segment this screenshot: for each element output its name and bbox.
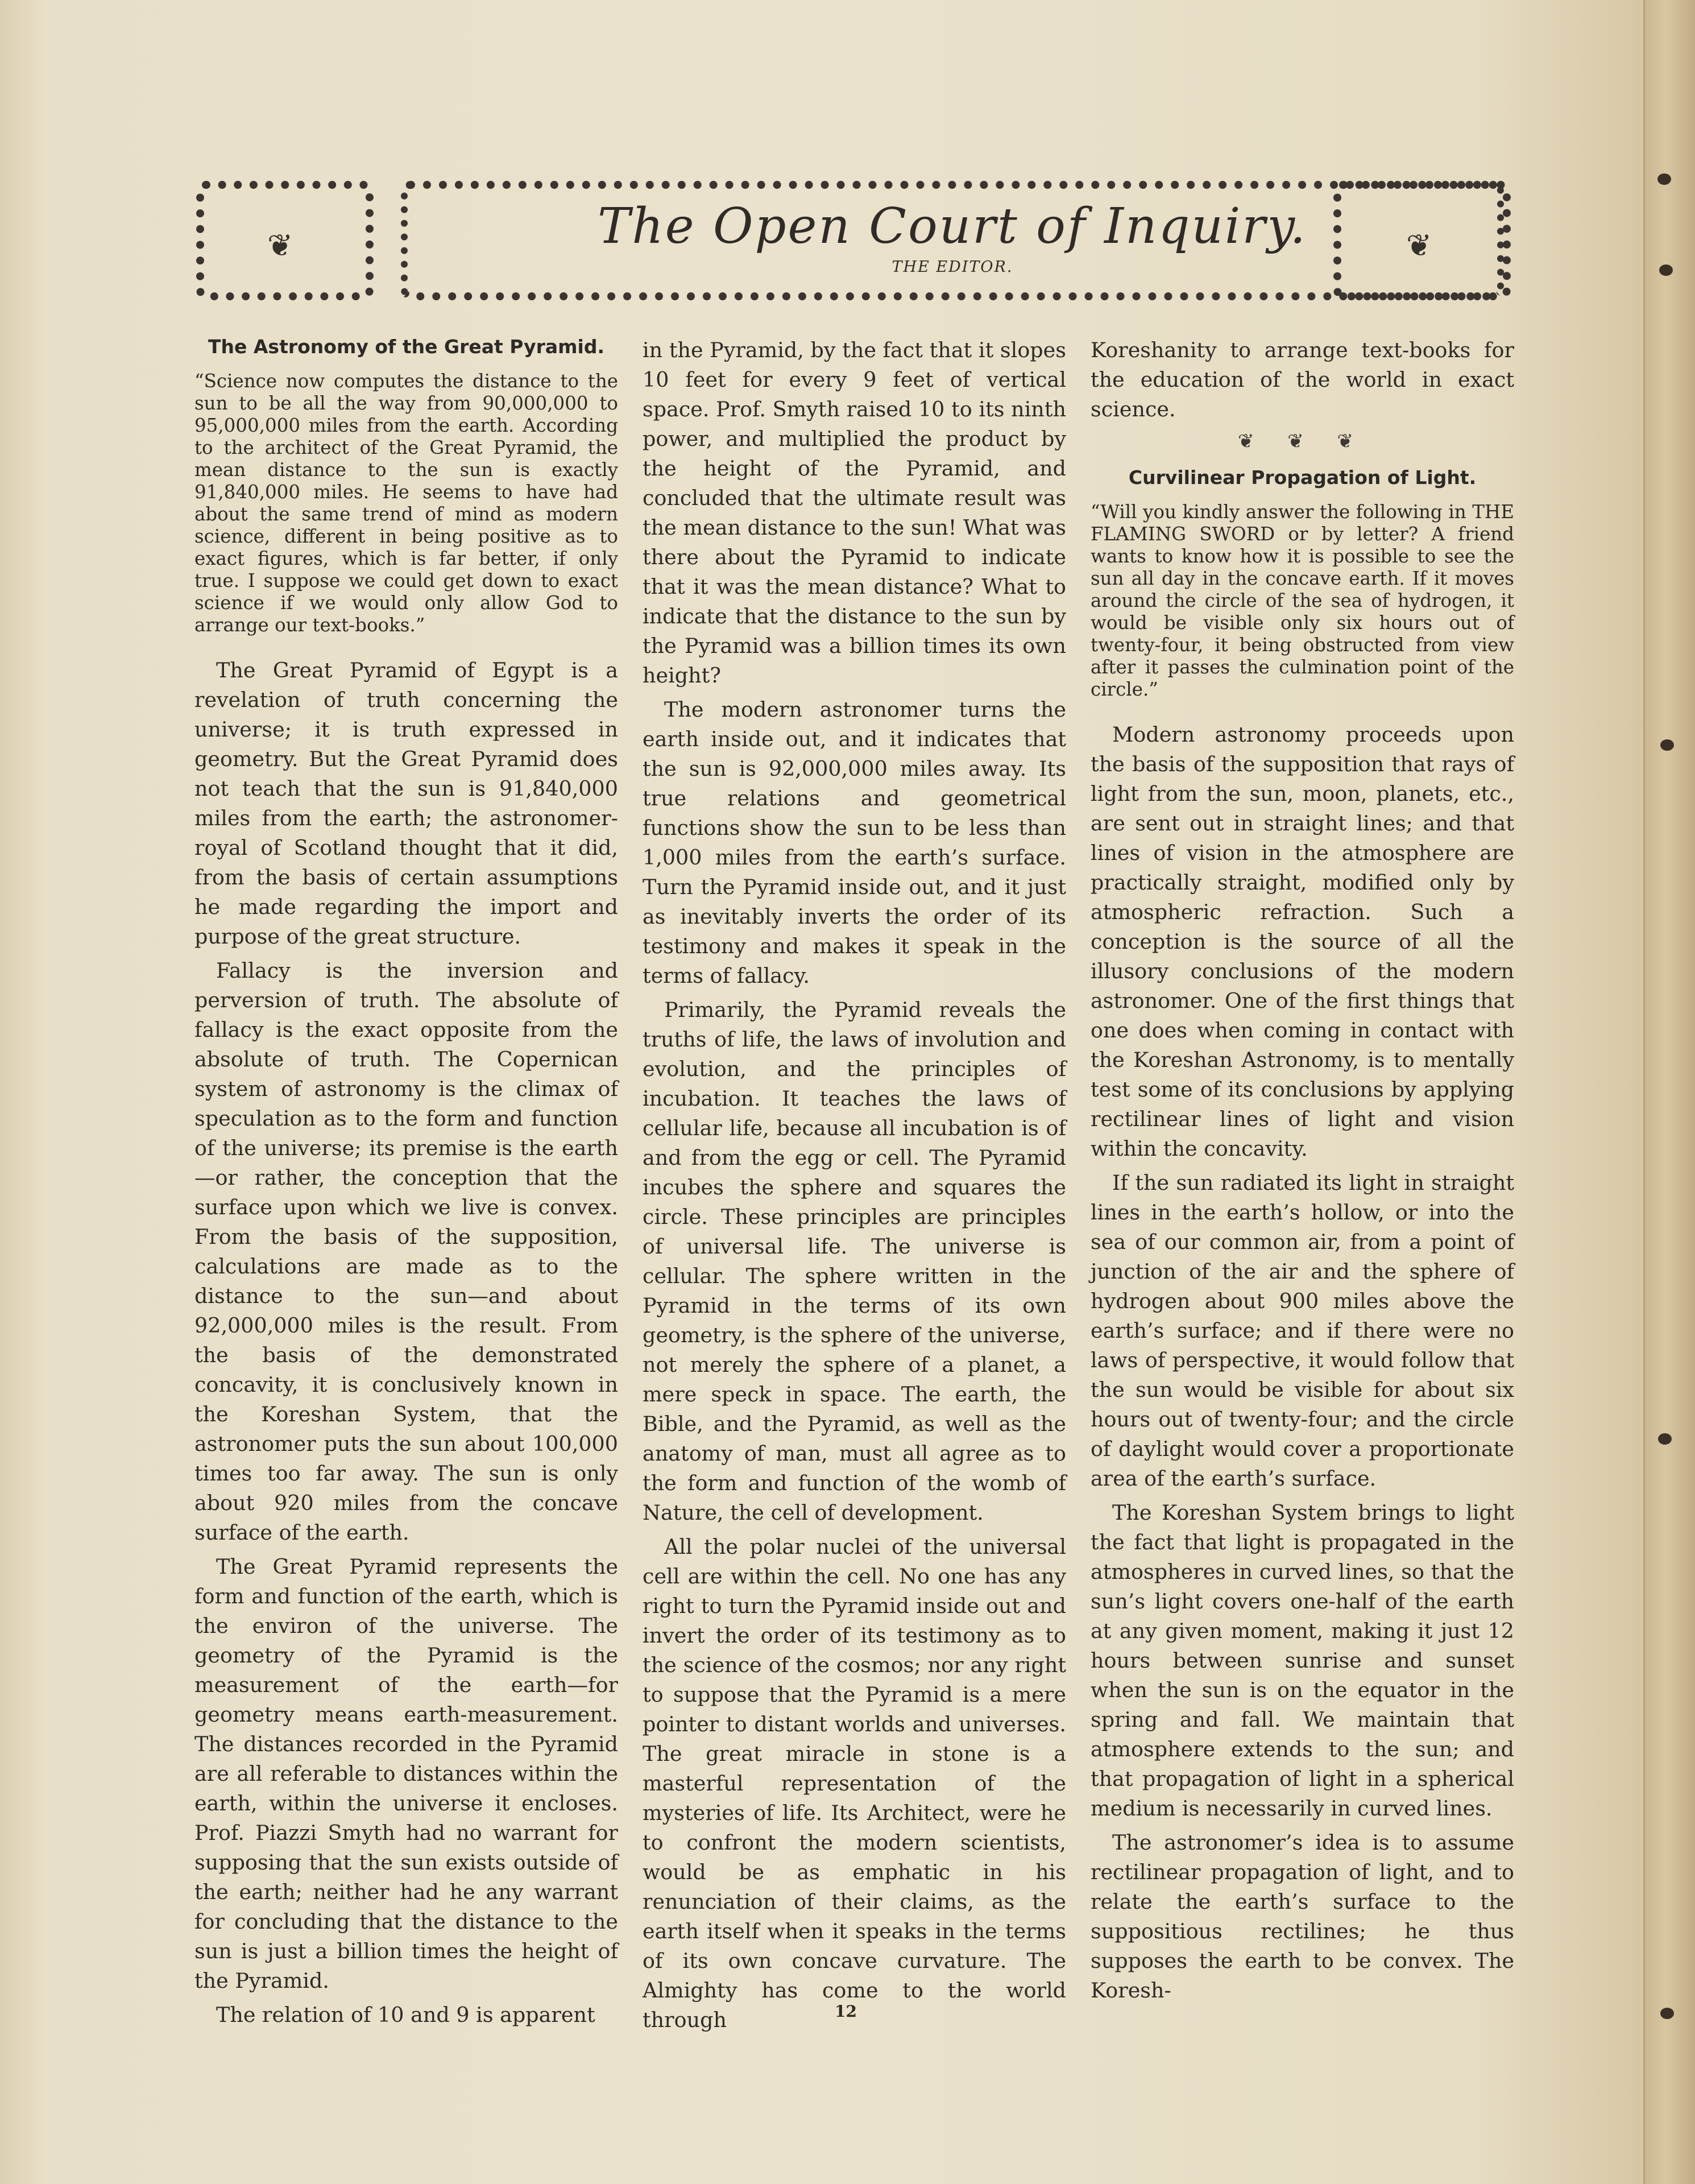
fleuron-icon: ❦: [1406, 228, 1432, 263]
article-heading: Curvilinear Propagation of Light.: [1128, 466, 1477, 489]
binding-hole: [1657, 173, 1671, 185]
page-number: 12: [835, 2002, 857, 2021]
byline: THE EDITOR.: [892, 258, 1013, 276]
paragraph: The modern astronomer turns the earth inside out, and it indicates that the sun is 92,000,000 miles away. Its true relations and geometrical functions show the sun to be less than 1,000 miles from the earth’s surface. Turn the Pyramid inside out, and it just as inevitably inverts the order of its testimony and makes it speak in the terms of fallacy.: [643, 697, 1066, 988]
paragraph: Fallacy is the inversion and perversion of truth. The absolute of fallacy is the exact opposite from the absolute of truth. The Copernican system of astronomy is the climax of speculation as to the form and function of the universe; its premise is the earth—or rather, the conception that the surface upon which we live is convex. From the basis of the supposition, calculations are made as to the distance to the sun—and about 92,000,000 miles is the result. From the basis of the demonstrated concavity, it is conclusively known in the Koreshan System, that the astronomer puts the sun about 100,000 times too far away. The sun is only about 920 miles from the concave surface of the earth.: [194, 958, 618, 1545]
paragraph: in the Pyramid, by the fact that it slopes 10 feet for every 9 feet of vertical space. Prof. Smyth raised 10 to its ninth power, and multiplied the product by the height of the Pyramid, and concluded that the ultimate result was the mean distance to the sun! What was there about the Pyramid to indicate that it was the mean distance? What to indicate that the distance to the sun by the Pyramid was a billion times its own height?: [643, 338, 1066, 688]
paragraph: Modern astronomy proceeds upon the basis of the supposition that rays of light from the sun, moon, planets, etc., are sent out in straight lines; and that lines of vision in the atmosphere are practically straight, modified only by atmospheric refraction. Such a conception is the source of all the illusory conclusions of the modern astronomer. One of the first things that one does when coming in contact with the Koreshan Astronomy, is to mentally test some of its conclusions by applying rectilinear lines of light and vision within the concavity.: [1091, 722, 1514, 1161]
binding-hole: [1659, 264, 1673, 276]
quote-text: “Will you kindly answer the following in THE FLAMING SWORD or by letter? A friend wants to know how it is possible to see the sun all day in the concave earth. If it moves around the circle of the sea of hydrogen, it would be visible only six hours out of twenty-four, it being obstructed from view after it passes the culmination point of the circle.”: [1091, 501, 1514, 700]
paragraph: If the sun radiated its light in straight lines in the earth’s hollow, or into the sea of our common air, from a point of junction of the air and the sphere of hydrogen about 900 miles above the earth’s surface; and if there were no laws of perspective, it would follow that the sun would be visible for about six hours out of twenty-four; and the circle of daylight would cover a proportionate area of the earth’s surface.: [1091, 1170, 1514, 1491]
binding-hole: [1658, 1433, 1672, 1445]
section-ornament-icon: ❦ ❦ ❦: [1237, 430, 1367, 453]
fleuron-icon: ❦: [267, 228, 293, 263]
paragraph: Koreshanity to arrange text-books for the education of the world in exact science.: [1091, 338, 1514, 421]
article-heading: The Astronomy of the Great Pyramid.: [208, 336, 604, 358]
quote-text: “Science now computes the distance to the sun to be all the way from 90,000,000 to 95,000,000 miles from the earth. According to the architect of the Great Pyramid, the mean distance to the sun is exactly 91,840,000 miles. He seems to have had about the same trend of mind as modern science, different in being positive as to exact figures, which is far better, if only true. I suppose we could get down to exact science if we would only allow God to arrange our text-books.”: [194, 370, 618, 636]
column-2: [643, 336, 1066, 2035]
paragraph: All the polar nuclei of the universal cell are within the cell. No one has any right to turn the Pyramid inside out and invert the order of its testimony as to the science of the cosmos; nor any right to suppose that the Pyramid is a mere pointer to distant worlds and universes. The great miracle in stone is a masterful representation of the mysteries of life. Its Architect, were he to confront the modern scientists, would be as emphatic in his renunciation of their claims, as the earth itself when it speaks in the terms of its own concave curvature. The Almighty has come to the world through: [643, 1534, 1066, 2032]
paragraph: The Great Pyramid of Egypt is a revelation of truth concerning the universe; it is truth expressed in geometry. But the Great Pyramid does not teach that the sun is 91,840,000 miles from the earth; the astronomer-royal of Scotland thought that it did, from the basis of certain assumptions he made regarding the import and purpose of the great structure.: [194, 658, 618, 949]
column-3: [1091, 336, 1514, 2005]
column-1: [194, 336, 618, 2030]
paragraph: The astronomer’s idea is to assume rectilinear propagation of light, and to relate the earth’s surface to the suppositious rectilines; he thus supposes the earth to be convex. The Koresh-: [1091, 1830, 1514, 2003]
binding-hole: [1660, 739, 1674, 751]
reader-question: [1091, 501, 1514, 701]
paragraph: Primarily, the Pyramid reveals the truths of life, the laws of involution and evolution, and the principles of incubation. It teaches the laws of cellular life, because all incubation is of and from the egg or cell. The Pyramid incubes the sphere and squares the circle. These principles are principles of universal life. The universe is cellular. The sphere written in the Pyramid in the terms of its own geometry, is the sphere of the universe, not merely the sphere of a planet, a mere speck in space. The earth, the Bible, and the Pyramid, as well as the anatomy of man, must all agree as to the form and function of the womb of Nature, the cell of development.: [643, 998, 1066, 1525]
binding-hole: [1660, 2008, 1674, 2019]
reader-question: [194, 370, 618, 636]
paragraph: The Great Pyramid represents the form and function of the earth, which is the environ of the universe. The geometry of the Pyramid is the measurement of the earth—for geometry means earth-measurement. The distances recorded in the Pyramid are all referable to distances within the earth, within the universe it encloses. Prof. Piazzi Smyth had no warrant for supposing that the sun exists outside of the earth; neither had he any warrant for concluding that the distance to the sun is just a billion times the height of the Pyramid.: [194, 1554, 618, 1993]
section-title: The Open Court of Inquiry.: [598, 198, 1307, 255]
paragraph: The relation of 10 and 9 is apparent: [216, 2003, 595, 2027]
paragraph: The Koreshan System brings to light the fact that light is propagated in the atmospheres in curved lines, so that the sun’s light covers one-half of the earth at any given moment, making it just 12 hours between sunrise and sunset when the sun is on the equator in the spring and fall. We maintain that atmosphere extends to the sun; and that propagation of light in a spherical medium is necessarily in curved lines.: [1091, 1500, 1514, 1821]
section-header: [196, 181, 1510, 307]
page-spine: [1643, 0, 1695, 2184]
